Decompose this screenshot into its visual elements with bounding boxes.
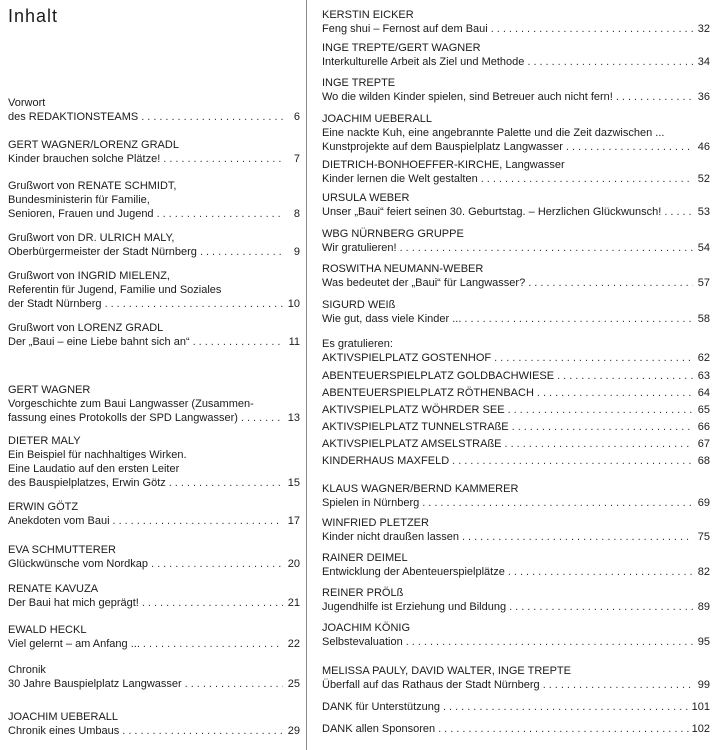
dot-leader [141,110,283,124]
toc-entry-title-row [322,140,710,154]
toc-entry-title-row [322,276,710,290]
toc-entry-title: Jugendhilfe ist Erziehung und Bildung [322,601,507,613]
toc-entry-title-row [322,722,710,736]
toc-entry-title: Wo die wilden Kinder spielen, sind Betreuer auch nicht fern! [322,91,613,103]
toc-entry-heading: EWALD HECKL [8,624,87,636]
toc-entry-title: Was bedeutet der „Baui“ für Langwasser? [322,277,526,289]
toc-entry-heading: ABENTEUERSPIELPLATZ GOLDBACHWIESE [322,370,555,382]
toc-entry-title: Der „Baui – eine Liebe bahnt sich an“ [8,336,190,348]
toc-entry-title-row [322,403,710,417]
dot-leader [443,700,689,714]
page-number: 68 [697,455,710,467]
toc-entry-title: des Bauspielplatzes, Erwin Götz [8,477,166,489]
toc-entry-heading: GERT WAGNER [8,384,91,396]
page-number: 52 [697,173,710,185]
dot-leader [241,411,283,425]
toc-entry-title: Wir gratulieren! [322,242,397,254]
dot-leader [464,312,693,326]
toc-entry-heading: KLAUS WAGNER/BERND KAMMERER [322,483,519,495]
toc-entry-title: Unser „Baui“ feiert seinen 30. Geburtstag. – Herzlichen Glückwunsch! [322,206,662,218]
toc-entry-title-row [322,635,710,649]
page-number: 13 [287,412,300,424]
dot-leader [557,369,693,383]
page-number: 65 [697,404,710,416]
page-number: 58 [697,313,710,325]
page-number: 17 [287,515,300,527]
toc-entry-line: Eine nackte Kuh, eine angebrannte Palette und die Zeit dazwischen ... [322,127,665,139]
toc-entry-title-row [8,335,300,349]
toc-entry-line: Bundesministerin für Familie, [8,194,150,206]
toc-entry-title-row [322,530,710,544]
page-number: 15 [287,477,300,489]
toc-entry [8,543,300,571]
toc-entry-title-row [322,386,710,400]
toc-entry-title-row [322,22,710,36]
toc-entry [322,551,710,579]
toc-entry [322,191,710,219]
toc-entry-heading: AKTIVSPIELPLATZ AMSELSTRAßE [322,438,502,450]
toc-entry-heading: Grußwort von DR. ULRICH MALY, [8,232,175,244]
toc-entry-title-row [8,245,300,259]
toc-entry-title-row [322,90,710,104]
page-number: 29 [287,725,300,737]
toc-entry-heading: INGE TREPTE [322,77,396,89]
toc-entry-heading: URSULA WEBER [322,192,410,204]
toc-entry [8,582,300,610]
toc-entry-title-row [322,437,710,451]
dot-leader [169,476,283,490]
page-number: 75 [697,531,710,543]
toc-entry-title: AKTIVSPIELPLATZ GOSTENHOF [322,352,492,364]
page-number: 21 [287,597,300,609]
toc-entry-title-row [322,205,710,219]
toc-entry-title-row [322,369,710,383]
toc-entry-title: Chronik eines Umbaus [8,725,120,737]
toc-entry-heading: Vorwort [8,97,46,109]
page-number: 53 [697,206,710,218]
toc-entry-heading: DANK allen Sponsoren [322,723,436,735]
toc-entry-heading: SIGURD WEIß [322,299,396,311]
toc-entry-title-row [322,312,710,326]
toc-entry-line: Eine Laudatio auf den ersten Leiter [8,463,180,475]
toc-entry-title-row [322,351,710,365]
toc-entry-title-row [8,596,300,610]
page-number: 89 [697,601,710,613]
toc-entry-heading: ABENTEUERSPIELPLATZ RÖTHENBACH [322,387,534,399]
toc-entry-title-row [8,152,300,166]
toc-entry-title: Spielen in Nürnberg [322,497,420,509]
toc-entry-title-row [8,557,300,571]
page-number: 69 [697,497,710,509]
toc-entry-heading: RAINER DEIMEL [322,552,408,564]
dot-leader [142,596,283,610]
toc-entry-title-row [322,565,710,579]
toc-entry [322,337,710,365]
dot-leader [200,245,283,259]
toc-entry-heading: RENATE KAVUZA [8,583,99,595]
toc-entry [322,586,710,614]
toc-entry-title: Wie gut, dass viele Kinder ... [322,313,462,325]
toc-entry-title: Der Baui hat mich geprägt! [8,597,139,609]
toc-entry [8,663,300,691]
page-number: 46 [697,141,710,153]
toc-entry [322,41,710,69]
toc-entry-heading: Grußwort von RENATE SCHMIDT, [8,180,177,192]
dot-leader [151,557,283,571]
toc-entry [322,516,710,544]
page-number: 8 [293,208,300,220]
toc-entry-heading: ERWIN GÖTZ [8,501,79,513]
dot-leader [113,514,283,528]
dot-leader [494,351,693,365]
toc-entry-heading: Chronik [8,664,46,676]
dot-leader [481,172,693,186]
dot-leader [163,152,283,166]
toc-entry [8,231,300,259]
dot-leader [508,403,693,417]
toc-entry [322,112,710,154]
toc-entry-heading: DIETER MALY [8,435,81,447]
toc-entry-title: Überfall auf das Rathaus der Stadt Nürnberg [322,679,540,691]
toc-entry [8,321,300,349]
toc-entry-heading: EVA SCHMUTTERER [8,544,116,556]
toc-entry [322,722,710,736]
dot-leader [185,677,283,691]
page-number: 9 [293,246,300,258]
page-number: 36 [697,91,710,103]
page-number: 102 [691,723,710,735]
toc-entry-heading: GERT WAGNER/LORENZ GRADL [8,139,179,151]
toc-entry-title: Entwicklung der Abenteuerspielplätze [322,566,505,578]
toc-entry [8,434,300,490]
page-number: 20 [287,558,300,570]
toc-entry [322,621,710,649]
dot-leader [505,437,693,451]
toc-entry-heading: WBG NÜRNBERG GRUPPE [322,228,464,240]
page-number: 22 [287,638,300,650]
toc-entry-heading: REINER PRÖLß [322,587,404,599]
dot-leader [438,722,689,736]
toc-entry-title: Kinder brauchen solche Plätze! [8,153,161,165]
toc-entry [8,179,300,221]
toc-entry-line: Ein Beispiel für nachhaltiges Wirken. [8,449,187,461]
toc-entry-heading: AKTIVSPIELPLATZ TUNNELSTRAßE [322,421,509,433]
toc-entry [322,158,710,186]
toc-entry [322,298,710,326]
toc-entry-heading: MELISSA PAULY, DAVID WALTER, INGE TREPTE [322,665,571,677]
toc-entry-title-row [322,241,710,255]
toc-entry-line: Vorgeschichte zum Baui Langwasser (Zusammen- [8,398,254,410]
toc-entry-heading: KINDERHAUS MAXFELD [322,455,450,467]
toc-entry-title: Kunstprojekte auf dem Bauspielplatz Langwasser [322,141,563,153]
toc-entry-title-row [8,207,300,221]
toc-entry-heading: Grußwort von LORENZ GRADL [8,322,164,334]
toc-entry-title-row [322,496,710,510]
page-number: 54 [697,242,710,254]
page-number: 82 [697,566,710,578]
page-title: Inhalt [8,6,59,26]
page-number: 67 [697,438,710,450]
toc-entry-title-row [322,420,710,434]
dot-leader [512,420,693,434]
toc-entry-title: Viel gelernt – am Anfang ... [8,638,140,650]
toc-entry [8,383,300,425]
page-number: 32 [697,23,710,35]
dot-leader [105,297,283,311]
toc-entry-heading: JOACHIM UEBERALL [322,113,433,125]
toc-entry [8,269,300,311]
toc-entry [322,76,710,104]
page-number: 66 [697,421,710,433]
page-number: 95 [697,636,710,648]
toc-entry-title-row [8,411,300,425]
dot-leader [422,496,693,510]
toc-entry [8,500,300,528]
dot-leader [193,335,283,349]
page-number: 11 [288,336,300,348]
toc-entry-title: Glückwünsche vom Nordkap [8,558,149,570]
toc-entry-title: Kinder lernen die Welt gestalten [322,173,478,185]
dot-leader [400,241,693,255]
toc-entry-heading: ROSWITHA NEUMANN-WEBER [322,263,484,275]
page-number: 57 [697,277,710,289]
page-number: 34 [697,56,710,68]
page-number: 62 [697,352,710,364]
dot-leader [537,386,693,400]
dot-leader [566,140,693,154]
toc-entry-heading: Es gratulieren: [322,338,393,350]
dot-leader [509,600,693,614]
toc-entry-heading: JOACHIM KÖNIG [322,622,411,634]
toc-entry-title-row [322,678,710,692]
toc-entry-title: Interkulturelle Arbeit als Ziel und Methode [322,56,525,68]
toc-entry-title-row [322,454,710,468]
dot-leader [157,207,283,221]
dot-leader [508,565,693,579]
toc-entry-line: Referentin für Jugend, Familie und Soziales [8,284,222,296]
toc-entry-title: der Stadt Nürnberg [8,298,102,310]
toc-entry-title: Oberbürgermeister der Stadt Nürnberg [8,246,197,258]
toc-entry-title: des REDAKTIONSTEAMS [8,111,139,123]
toc-entry-heading: JOACHIM UEBERALL [8,711,119,723]
page-number: 6 [293,111,300,123]
toc-entry [8,623,300,651]
toc-entry [322,403,710,417]
toc-entry [8,96,300,124]
toc-entry-title: Senioren, Frauen und Jugend [8,208,154,220]
toc-entry [322,8,710,36]
dot-leader [406,635,693,649]
page-number: 64 [697,387,710,399]
page-number: 25 [287,678,300,690]
toc-entry-heading: DANK für Unterstützung [322,701,440,713]
toc-entry [322,227,710,255]
page-number: 63 [697,370,710,382]
toc-entry-title: Anekdoten vom Baui [8,515,110,527]
toc-entry-title-row [8,677,300,691]
dot-leader [491,22,693,36]
toc-entry [322,437,710,451]
toc-entry-title-row [8,476,300,490]
toc-entry-title-row [322,700,710,714]
page-number: 99 [697,679,710,691]
toc-entry-title: Selbstevaluation [322,636,403,648]
toc-entry-title-row [8,514,300,528]
column-divider [306,0,307,750]
toc-entry-title-row [322,600,710,614]
toc-entry-title-row [8,110,300,124]
toc-entry-heading: Grußwort von INGRID MIELENZ, [8,270,170,282]
toc-entry-title-row [8,637,300,651]
toc-entry-title-row [8,724,300,738]
dot-leader [543,678,693,692]
toc-entry-heading: DIETRICH-BONHOEFFER-KIRCHE, Langwasser [322,159,565,171]
toc-entry [322,482,710,510]
toc-entry-heading: KERSTIN EICKER [322,9,414,21]
dot-leader [122,724,283,738]
toc-entry [322,386,710,400]
page-number: 101 [691,701,710,713]
toc-entry [322,700,710,714]
page-number: 10 [287,298,300,310]
toc-entry-title: fassung eines Protokolls der SPD Langwasser) [8,412,238,424]
dot-leader [616,90,693,104]
dot-leader [452,454,693,468]
toc-entry-heading: AKTIVSPIELPLATZ WÖHRDER SEE [322,404,505,416]
dot-leader [143,637,283,651]
toc-entry [322,420,710,434]
dot-leader [528,276,693,290]
dot-leader [664,205,693,219]
toc-entry [322,369,710,383]
toc-entry-heading: WINFRIED PLETZER [322,517,429,529]
toc-entry-title: Feng shui – Fernost auf dem Baui [322,23,488,35]
toc-entry-title-row [322,172,710,186]
toc-entry [322,454,710,468]
page-number: 7 [293,153,300,165]
toc-entry-title: 30 Jahre Bauspielplatz Langwasser [8,678,182,690]
toc-entry [322,262,710,290]
toc-entry-title: Kinder nicht draußen lassen [322,531,459,543]
toc-entry [8,710,300,738]
dot-leader [527,55,693,69]
toc-entry-title-row [322,55,710,69]
toc-entry [8,138,300,166]
toc-entry-title-row [8,297,300,311]
toc-entry-heading: INGE TREPTE/GERT WAGNER [322,42,481,54]
toc-entry [322,664,710,692]
dot-leader [462,530,693,544]
